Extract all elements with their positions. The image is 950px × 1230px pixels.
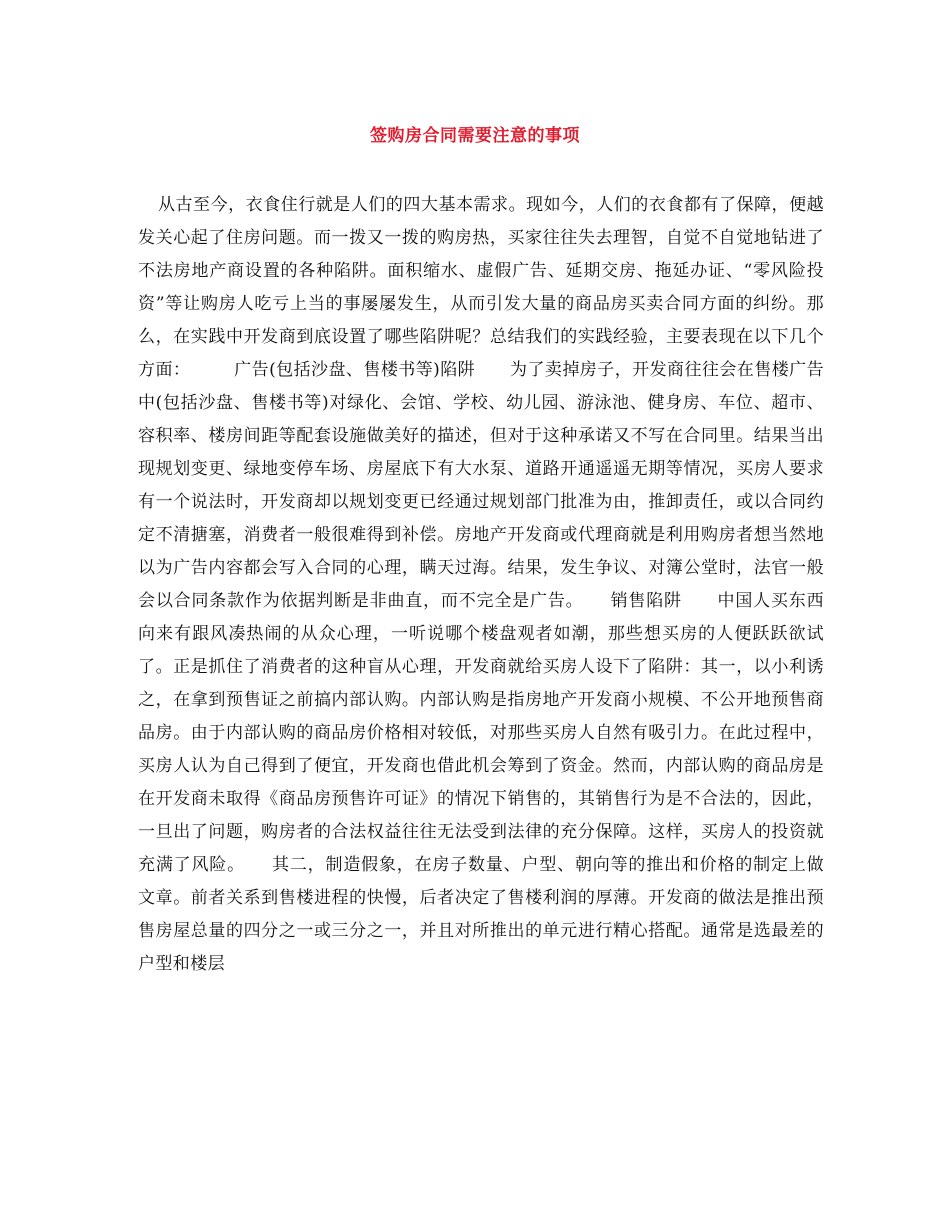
- document-title: 签购房合同需要注意的事项: [370, 126, 580, 146]
- document-body-paragraph: 从古至今，衣食住行就是人们的四大基本需求。现如今，人们的衣食都有了保障，便越发关心起了住房问题。而一拨又一拨的购房热，买家往往失去理智，自觉不自觉地钻进了不法房地产商设置的各种陷阱。面积缩水、虚假广告、延期交房、拖延办证、“零风险投资”等让购房人吃亏上当的事屡屡发生，从而引发大量的商品房买卖合同方面的纠纷。那么，在实践中开发商到底设置了哪些陷阱呢？总结我们的实践经验，主要表现在以下几个方面： 广告(包括沙盘、售楼书等)陷阱 为了卖掉房子，开发商往往会在售楼广告中(包括沙盘、售楼书等)对绿化、会馆、学校、幼儿园、游泳池、健身房、车位、超市、容积率、楼房间距等配套设施做美好的描述，但对于这种承诺又不写在合同里。结果当出现规划变更、绿地变停车场、房屋底下有大水泵、道路开通遥遥无期等情况，买房人要求有一个说法时，开发商却以规划变更已经通过规划部门批准为由，推卸责任，或以合同约定不清搪塞，消费者一般很难得到补偿。房地产开发商或代理商就是利用购房者想当然地以为广告内容都会写入合同的心理，瞒天过海。结果，发生争议、对簿公堂时，法官一般会以合同条款作为依据判断是非曲直，而不完全是广告。 销售陷阱 中国人买东西向来有跟风凑热闹的从众心理，一听说哪个楼盘观者如潮，那些想买房的人便跃跃欲试了。正是抓住了消费者的这种盲从心理，开发商就给买房人设下了陷阱：其一，以小利诱之，在拿到预售证之前搞内部认购。内部认购是指房地产开发商小规模、不公开地预售商品房。由于内部认购的商品房价格相对较低，对那些买房人自然有吸引力。在此过程中，买房人认为自己得到了便宜，开发商也借此机会筹到了资金。然而，内部认购的商品房是在开发商未取得《商品房预售许可证》的情况下销售的，其销售行为是不合法的，因此，一旦出了问题，购房者的合法权益往往无法受到法律的充分保障。这样，买房人的投资就充满了风险。 其二，制造假象，在房子数量、户型、朝向等的推出和价格的制定上做文章。前者关系到售楼进程的快慢，后者决定了售楼利润的厚薄。开发商的做法是推出预售房屋总量的四分之一或三分之一，并且对所推出的单元进行精心搭配。通常是选最差的户型和楼层: [138, 195, 824, 974]
